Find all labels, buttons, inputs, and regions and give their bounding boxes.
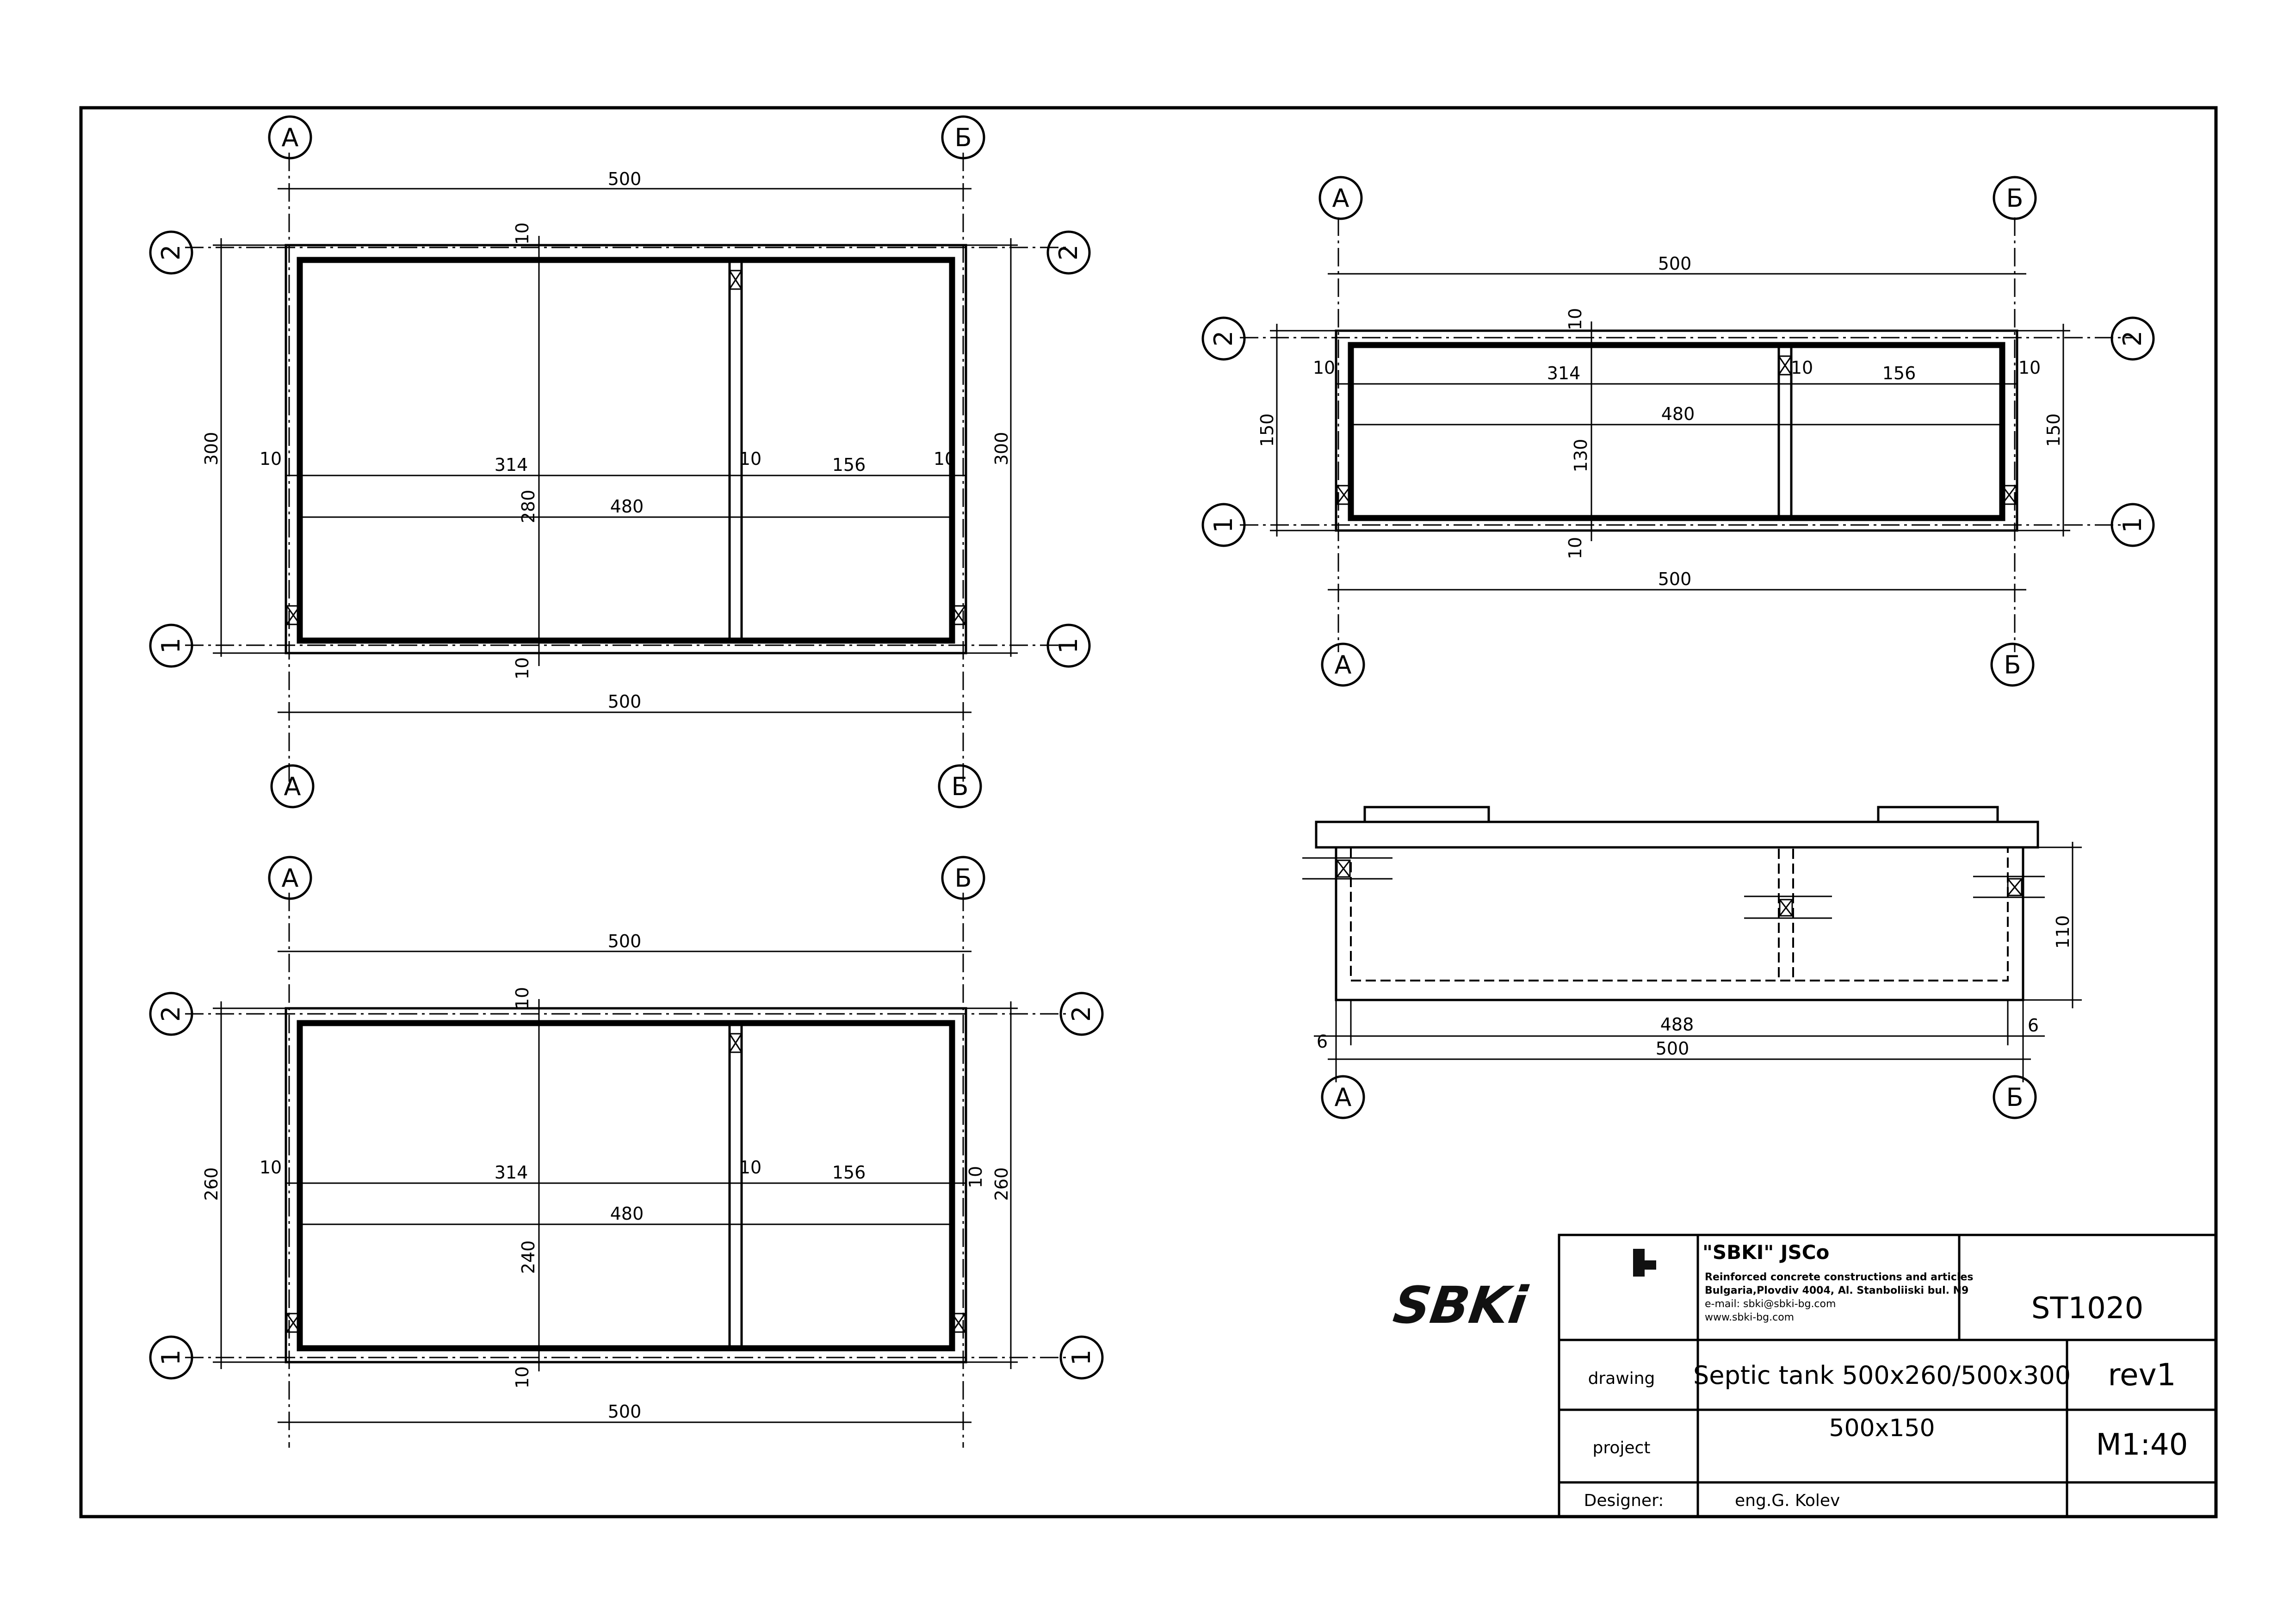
dim-section-inner: 488	[1660, 1014, 1694, 1035]
section-hatch-left	[1365, 807, 1489, 822]
dim-wall-bottom: 10	[1565, 537, 1585, 560]
svg-text:Б: Б	[2004, 650, 2021, 679]
svg-text:1: 1	[1054, 637, 1083, 654]
dim-total-top: 500	[607, 931, 642, 951]
dim-total-bottom: 500	[1658, 569, 1692, 589]
axis-marker-1-right	[1048, 625, 1089, 666]
svg-text:Б: Б	[954, 864, 972, 893]
dim-inner: 480	[610, 1203, 644, 1224]
dim-wall-top: 10	[512, 222, 532, 245]
axis-marker-b-section	[1994, 1076, 2036, 1118]
svg-text:1: 1	[1067, 1349, 1096, 1366]
plan-view-260	[150, 857, 1102, 1448]
dim-wall-mid: 10	[739, 449, 762, 469]
company-logo	[1390, 1249, 1656, 1335]
svg-text:Б: Б	[951, 772, 969, 801]
dim-wall-left: 10	[259, 449, 282, 469]
axis-marker-b-bottom	[939, 765, 981, 807]
svg-text:Б: Б	[2006, 1083, 2024, 1112]
dim-wall-left: 10	[259, 1157, 282, 1178]
svg-text:2: 2	[1067, 1006, 1096, 1022]
tank-inner-wall	[300, 260, 952, 641]
svg-text:1: 1	[156, 1349, 186, 1366]
axis-marker-2-left	[1203, 318, 1244, 359]
section-hatch-right	[1878, 807, 1998, 822]
axis-marker-2-right	[2112, 318, 2154, 359]
dim-inner-height: 240	[518, 1240, 538, 1274]
dim-wall-right: 10	[933, 449, 956, 469]
company-line4: www.sbki-bg.com	[1705, 1312, 1795, 1323]
dim-total-top: 500	[607, 169, 642, 189]
svg-text:А: А	[1334, 1083, 1352, 1112]
plan-view-150	[1203, 177, 2154, 685]
company-line1: Reinforced concrete constructions and articles	[1705, 1271, 1974, 1283]
tank-outline	[1336, 331, 2017, 531]
dim-wall-mid: 10	[739, 1157, 762, 1178]
dim-wall-left: 10	[1312, 358, 1336, 378]
axis-marker-a-bottom	[272, 765, 313, 807]
svg-text:1: 1	[1209, 517, 1238, 533]
designer-label: Designer:	[1584, 1491, 1664, 1510]
svg-text:SBKi: SBKi	[1390, 1276, 1531, 1335]
axis-marker-b-top	[1994, 177, 2036, 219]
tank-outline	[286, 1008, 966, 1362]
svg-text:1: 1	[156, 637, 186, 654]
dim-chamber-b: 156	[832, 1162, 866, 1183]
dim-section-left: 6	[1316, 1031, 1328, 1052]
svg-text:2: 2	[1054, 244, 1083, 261]
axis-marker-a-bottom	[1322, 644, 1364, 685]
axis-marker-b-top	[942, 857, 984, 899]
tank-inner-wall	[300, 1023, 952, 1348]
dim-total-bottom: 500	[607, 1401, 642, 1422]
dim-height-right: 150	[2043, 413, 2064, 447]
axis-marker-a-top	[1320, 177, 1362, 219]
dim-inner: 480	[610, 496, 644, 517]
axis-marker-b-bottom	[1992, 644, 2033, 685]
dim-height-right: 260	[991, 1167, 1012, 1201]
section-body	[1336, 847, 2023, 1000]
dim-chamber-a: 314	[1547, 363, 1581, 383]
section-view	[1302, 807, 2082, 1118]
dim-wall-right: 10	[2018, 358, 2041, 378]
drawing-subtitle: 500x150	[1829, 1414, 1935, 1442]
drawing-code: ST1020	[2031, 1291, 2144, 1326]
axis-marker-2-right	[1048, 232, 1089, 273]
drawing-title: Septic tank 500x260/500x300	[1693, 1361, 2071, 1390]
dim-inner: 480	[1661, 404, 1695, 424]
scale: M1:40	[2096, 1428, 2188, 1462]
designer-name: eng.G. Kolev	[1735, 1491, 1840, 1510]
sheet-frame	[81, 108, 2216, 1517]
axis-marker-a-top	[269, 117, 311, 158]
svg-text:2: 2	[156, 244, 186, 261]
dim-wall-top: 10	[512, 987, 532, 1010]
axis-marker-1-right	[1061, 1337, 1102, 1378]
svg-text:А: А	[281, 864, 299, 893]
company-line3: e-mail: sbki@sbki-bg.com	[1705, 1298, 1836, 1310]
svg-text:2: 2	[156, 1006, 186, 1022]
axis-marker-2-right	[1061, 993, 1102, 1035]
dim-inner-height: 130	[1571, 438, 1591, 473]
company-name: "SBKI" JSCo	[1702, 1241, 1830, 1264]
svg-text:А: А	[1332, 184, 1349, 213]
axis-marker-2-left	[150, 232, 192, 273]
axis-marker-a-section	[1322, 1076, 1364, 1118]
tank-outline	[286, 245, 966, 653]
svg-text:2: 2	[2118, 330, 2147, 347]
plan-view-300	[150, 117, 1089, 807]
dim-wall-bottom: 10	[512, 1366, 532, 1389]
dim-height-left: 300	[201, 432, 222, 466]
svg-text:А: А	[284, 772, 301, 801]
svg-text:1: 1	[2118, 517, 2147, 533]
axis-marker-b-top	[942, 117, 984, 158]
dim-chamber-a: 314	[494, 455, 528, 475]
dim-height-left: 260	[201, 1167, 222, 1201]
dim-height-right: 300	[991, 432, 1012, 466]
dim-chamber-b: 156	[1882, 363, 1916, 383]
company-line2: Bulgaria,Plovdiv 4004, Al. Stanboliiski bul. N9	[1705, 1285, 1969, 1296]
dim-inner-height: 280	[518, 489, 538, 524]
drawing-label: drawing	[1588, 1369, 1655, 1388]
dim-total-top: 500	[1658, 253, 1692, 274]
dim-section-right: 6	[2027, 1015, 2039, 1036]
svg-text:Б: Б	[954, 123, 972, 152]
dim-height-left: 150	[1257, 413, 1277, 447]
svg-text:А: А	[1334, 650, 1352, 679]
svg-text:Б: Б	[2006, 184, 2024, 213]
project-label: project	[1592, 1438, 1651, 1457]
title-block	[1390, 1235, 2216, 1517]
dim-section-height: 110	[2053, 915, 2073, 949]
dim-chamber-a: 314	[494, 1162, 528, 1183]
dim-wall-bottom: 10	[512, 657, 532, 680]
dim-wall-right: 10	[965, 1166, 986, 1189]
axis-marker-1-right	[2112, 504, 2154, 546]
axis-marker-1-left	[1203, 504, 1244, 546]
svg-text:А: А	[281, 123, 299, 152]
revision: rev1	[2108, 1357, 2176, 1393]
section-lid	[1316, 822, 2038, 847]
dim-wall-top: 10	[1565, 308, 1585, 331]
dim-wall-mid: 10	[1790, 358, 1813, 378]
axis-marker-a-top	[269, 857, 311, 899]
dim-chamber-b: 156	[832, 455, 866, 475]
svg-text:2: 2	[1209, 330, 1238, 347]
dim-section-total: 500	[1655, 1038, 1690, 1059]
dim-total-bottom: 500	[607, 691, 642, 712]
